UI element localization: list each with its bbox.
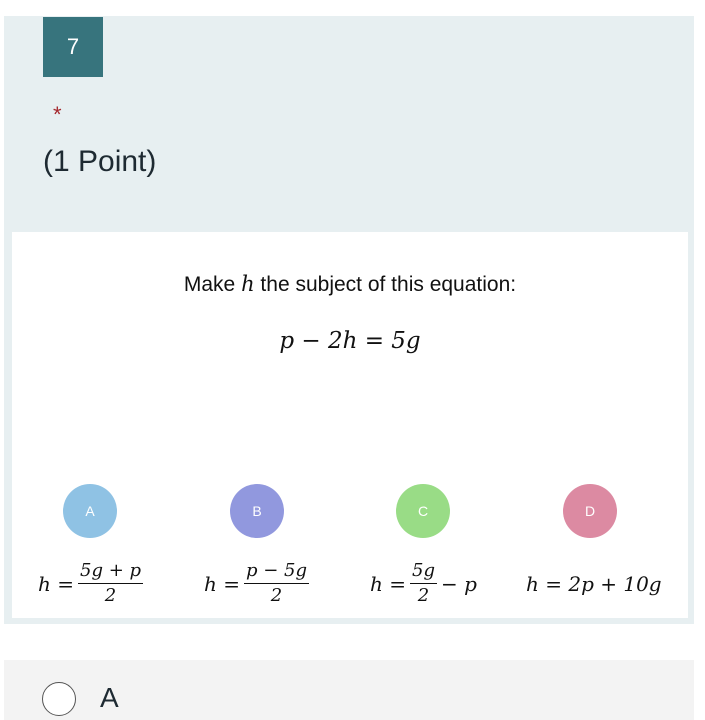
- option-d-lhs: h = 2p + 10g: [526, 572, 662, 596]
- question-equation: p − 2h = 5g: [279, 328, 421, 354]
- option-b-numerator: p − 5g: [244, 560, 309, 584]
- option-d-badge: D: [563, 484, 617, 538]
- question-prompt: [12, 272, 688, 297]
- option-b-formula: [204, 560, 313, 607]
- option-d-formula: [526, 572, 662, 596]
- option-c-numerator: 5g: [410, 560, 437, 584]
- option-a-denominator: 2: [104, 585, 117, 606]
- radio-button-a[interactable]: [42, 682, 76, 716]
- option-c-formula: [370, 560, 477, 607]
- option-b-fraction: [244, 560, 309, 607]
- option-c-denominator: 2: [417, 585, 430, 606]
- option-b-lhs: h =: [204, 571, 240, 596]
- option-a-badge: A: [63, 484, 117, 538]
- option-a-lhs: h =: [38, 571, 74, 596]
- question-image: [12, 232, 688, 618]
- option-b-badge: B: [230, 484, 284, 538]
- option-a-formula: [38, 560, 147, 607]
- answer-choice-a[interactable]: [4, 660, 694, 720]
- prompt-variable: h: [241, 272, 255, 296]
- prompt-text-start: Make: [183, 273, 242, 296]
- option-a-fraction: [78, 560, 143, 607]
- question-card: [4, 16, 694, 624]
- question-number-badge: 7: [43, 17, 103, 77]
- option-a-numerator: 5g + p: [78, 560, 143, 584]
- option-c-fraction: [410, 560, 437, 607]
- option-c-rest: − p: [440, 571, 477, 596]
- answer-choice-label: A: [100, 682, 119, 713]
- required-indicator: *: [53, 102, 62, 127]
- question-points: (1 Point): [43, 145, 157, 178]
- prompt-text-end: the subject of this equation:: [254, 273, 517, 296]
- option-b-denominator: 2: [270, 585, 283, 606]
- option-c-badge: C: [396, 484, 450, 538]
- option-c-lhs: h =: [370, 571, 406, 596]
